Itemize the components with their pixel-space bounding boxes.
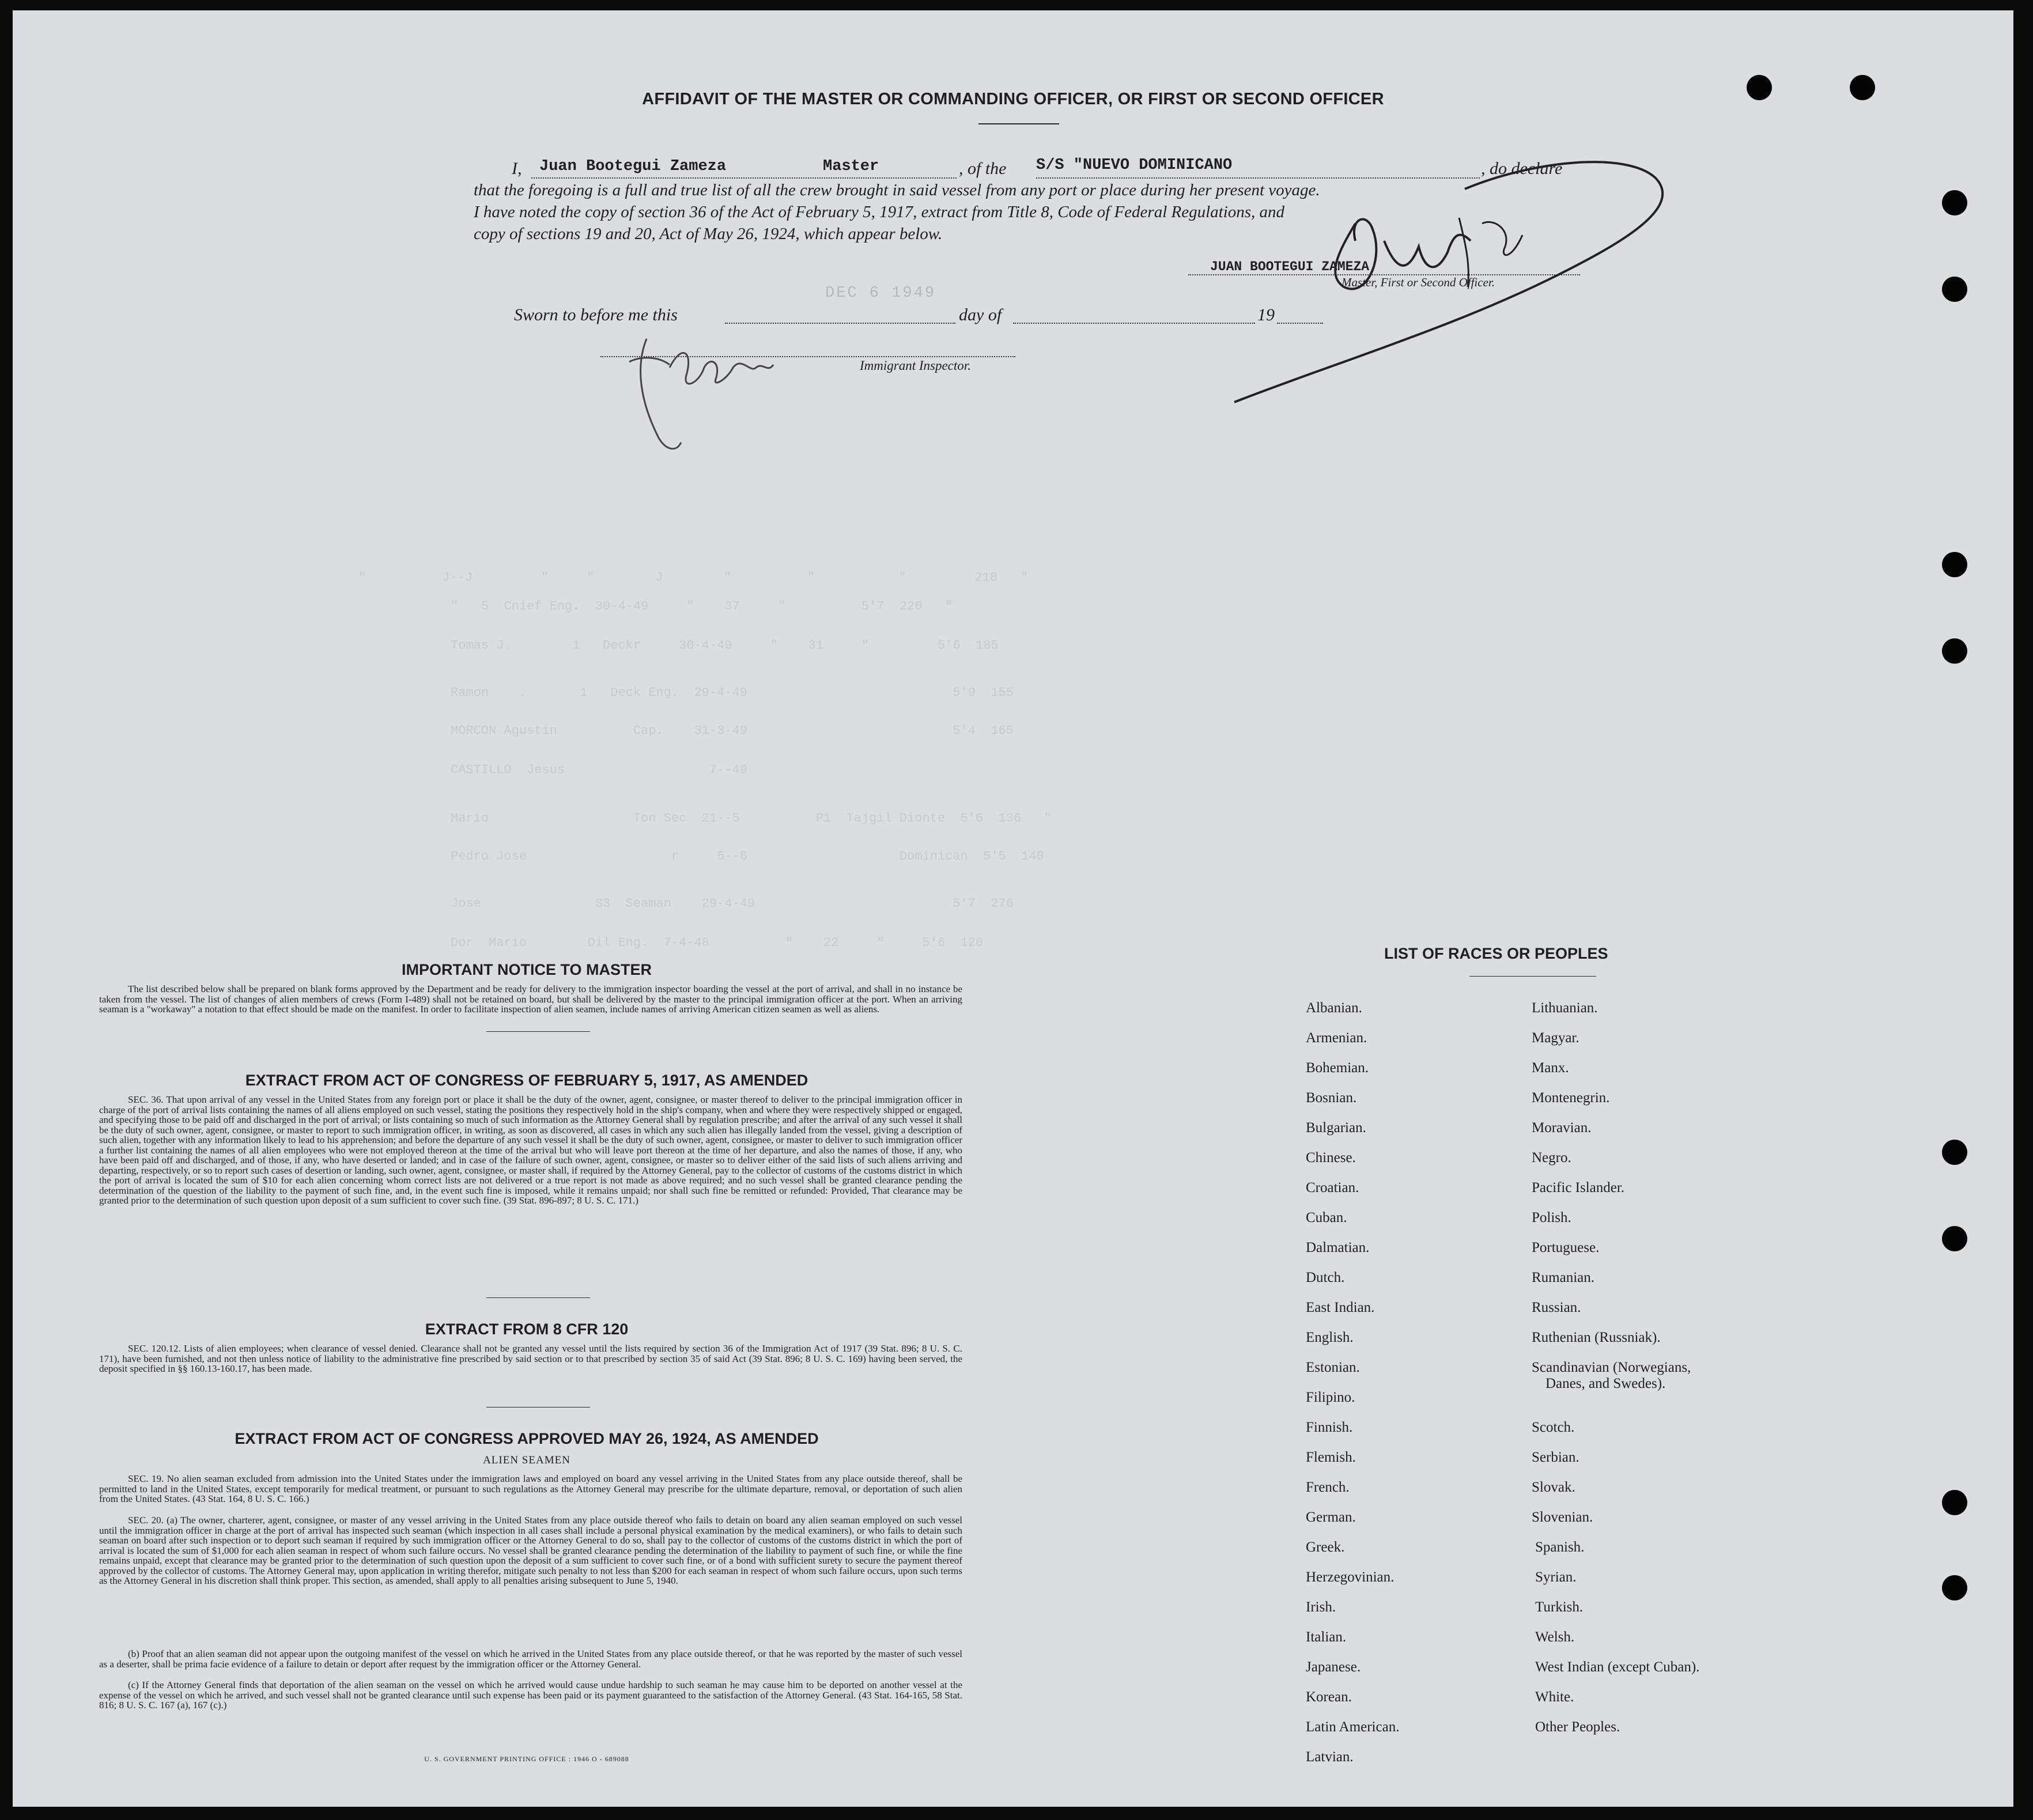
race-item: Other Peoples. — [1535, 1719, 1620, 1735]
notice-body: The list described below shall be prepared on blank forms approved by the Department and be ready for delivery to the immigration inspector boarding the vessel at the port of arrival, and shall in no instance be taken from the vessel. The list of changes of alien members of crews (Form I-489) shall not be retained on board, but shall be delivered by the master to the principal immigration officer at the port. When an arriving seaman is a "workaway" a notation to that effect should be made on the manifest. In order to facilitate inspection of alien seamen, include names of arriving American citizen seamen as well as aliens. — [99, 983, 962, 1015]
race-item: Herzegovinian. — [1306, 1569, 1395, 1585]
punch-hole-8 — [1942, 1226, 1967, 1251]
race-item: Filipino. — [1306, 1390, 1355, 1405]
punch-hole-10 — [1942, 1575, 1967, 1600]
race-item: Dutch. — [1306, 1270, 1345, 1285]
affidavit-title: AFFIDAVIT OF THE MASTER OR COMMANDING OFFICER, OR FIRST OR SECOND OFFICER — [642, 90, 1384, 108]
inspector-handwritten-signature — [612, 333, 796, 460]
race-item: Portuguese. — [1532, 1240, 1600, 1255]
race-item: Croatian. — [1306, 1180, 1359, 1195]
race-item: Danes, and Swedes). — [1545, 1376, 1666, 1391]
extract-1924-sec19: SEC. 19. No alien seaman excluded from admission into the United States under the immigration laws and employed on board any vessel arriving in the United States from any place outside thereof, shall be permitted to land in the United States, except temporarily for medical treatment, or pursuant to such regulations as the Attorney General may prescribe for the ultimate departure, removal, or deportation of such alien from the United States. (43 Stat. 164, 8 U. S. C. 166.) — [99, 1473, 962, 1504]
race-item: Russian. — [1532, 1300, 1581, 1315]
race-item: Korean. — [1306, 1689, 1352, 1705]
inspector-caption: Immigrant Inspector. — [860, 358, 971, 373]
vessel-name: S/S "NUEVO DOMINICANO — [1036, 157, 1233, 174]
master-signature-caption: Master, First or Second Officer. — [1342, 275, 1495, 289]
race-item: Latin American. — [1306, 1719, 1400, 1735]
race-item: West Indian (except Cuban). — [1535, 1659, 1700, 1675]
race-item: Moravian. — [1532, 1120, 1592, 1136]
divider-2 — [486, 1297, 590, 1298]
extract-1924-title: EXTRACT FROM ACT OF CONGRESS APPROVED MAY 26, 1924, AS AMENDED — [235, 1430, 819, 1447]
race-item: Bohemian. — [1306, 1060, 1369, 1076]
race-item: Bosnian. — [1306, 1090, 1357, 1106]
day-of-label: day of — [959, 305, 1002, 324]
extract-cfr-body: SEC. 120.12. Lists of alien employees; when clearance of vessel denied. Clearance shall not be granted any vessel until the lists required by section 36 of the Immigration Act of 1917 (39 Stat. 896; 8 U. S. C. 171), have been furnished, and not then unless notice of liability to the administrative fine prescribed by said section or to that prescribed by section 35 of said Act (39 Stat. 896; 8 U. S. C. 169) having been served, the deposit specified in §§ 160.13-160.17, has been made. — [99, 1343, 962, 1374]
race-item: Spanish. — [1535, 1539, 1585, 1555]
notice-title: IMPORTANT NOTICE TO MASTER — [402, 961, 652, 978]
master-handwritten-signature — [1211, 154, 1701, 408]
extract-1917-body: SEC. 36. That upon arrival of any vessel in the United States from any foreign port or place it shall be the duty of the owner, agent, consignee, or master thereof to deliver to the principal immigration officer in charge of the port of arrival lists containing the names of all aliens employed on such vessel, stating the positions they respectively hold in the ship's company, when and where they were respectively shipped or engaged, and specifying those to be paid off and discharged in the port of arrival; or lists containing so much of such information as the Attorney General shall by regulation prescribe; and after the arrival of any such vessel it shall be the duty of such owner, agent, consignee, or master to report to such immigration officer, in writing, as soon as discovered, all cases in which any such alien has illegally landed from the vessel, giving a description of such alien, together with any information likely to lead to his apprehension; and before the departure of any such vessel it shall be the duty of such owner, agent, consignee, or master to deliver to such immigration officer a further list containing the names of all alien employees who were not employed thereon at the time of the arrival but who will leave port thereon at the time of her departure, and also the names of those, if any, who have been paid off and discharged, and of those, if any, who have deserted or landed; and in case of the failure of such owner, agent, consignee, or master so to deliver either of the said lists of such aliens arriving and departing, respectively, or so to report such cases of desertion or landing, such owner, agent, consignee, or master shall, if required by the Attorney General, pay to the collector of customs of the customs district in which the port of arrival is located the sum of $10 for each alien concerning whom correct lists are not delivered or a true report is not made as above required; and no such vessel shall be granted clearance pending the determination of the question of the liability to the payment of such fine, and, in the event such fine is imposed, while it remains unpaid; nor shall such fine be remitted or refunded: Provided, That clearance may be granted prior to the determination of such question upon deposit of a sum sufficient to cover such fine. (39 Stat. 896-897; 8 U. S. C. 171.) — [99, 1094, 962, 1206]
document-page: " J--J " " J " " " 218 " " 5 Cnief Eng. 30-4-49 " 37 " 5'7 220 " Tomas J. 1 Deckr 30-4-49 " 31 " 5'6 185 Ramon . 1 Deck Eng. 29-4-49 5'9 155 MORCON Agustin Cap. 31-3-49 5'4 165 CASTILLO Jesus 7--49 Mario Ton Sec 21--5 P1 Tajgil Dionte 5'6 136 " Pedro Jose r 5--6 Dominican 5'5 140 Jose S3 Seaman 29-4-49 5'7 276 Dor Mario Oil Eng. 7-4-48 " 22 " 5'6 120 AFFIDAVIT OF THE MASTER OR COMMANDING OFFICER, OR FIRST OR SECOND OFFICER I, Juan Bootegui Zameza Master , of the S/S "NUEVO DOMINICANO , do declare that the foregoing is a full and true list of all the crew brought in said vessel from any port or place during her present voyage. I have noted the copy of section 36 of the Act of February 5, 1917, extract from Title 8, Code of Federal Regulations, and copy of sections 19 and 20, Act of May 26, 1924, which appear below. JUAN BOOTEGUI ZAMEZA Master, First or Second Officer. Sworn to before me this DEC 6 1949 day of 19 Immigrant Inspector. IMPORTANT NOTICE TO MASTER The list described below shall be prepared on blank forms approved by the Department and be ready for delivery to the immigration inspector boarding the vessel at the port of arrival, and shall in no instance be taken from the vessel. The list of changes of alien members of crews (Form I-489) shall not be retained on board, but shall be delivered by the master to the principal immigration officer at the port. When an arriving seaman is a "workaway" a notation to that effect should be made on the manifest. In order to facilitate inspection of alien seamen, include names of arriving American citizen seamen as well as aliens. EXTRACT FROM ACT OF CONGRESS OF FEBRUARY 5, 1917, AS AMENDED SEC. 36. That upon arrival of any vessel in the United States from any foreign port or place it shall be the duty of the owner, agent, consignee, or master thereof to deliver to the principal immigration officer in charge of the port of arrival lists containing the names of all aliens employed on such vessel, stating the positions they respectively hold in the ship's company, when and where they were respectively shipped or engaged, and specifying those to be paid off and discharged in the port of arrival; or lists containing so much of such information as the Attorney General shall by regulation prescribe; and after the arrival of any such vessel it shall be the duty of such owner, agent, consignee, or master to report to such immigration officer, in writing, as soon as discovered, all cases in which any such alien has illegally landed from the vessel, giving a description of such alien, together with any information likely to lead to his apprehension; and before the departure of any such vessel it shall be the duty of such owner, agent, consignee, or master to deliver to such immigration officer a further list containing the names of all alien employees who were not employed thereon at the time of the arrival but who will leave port thereon at the time of her departure, and also the names of those, if any, who have been paid off and discharged, and of those, if any, who have deserted or landed; and in case of the failure of such owner, agent, consignee, or master so to deliver either of the said lists of such aliens arriving and departing, respectively, or so to report such cases of desertion or landing, such owner, agent, consignee, or master shall, if required by the Attorney General, pay to the collector of customs of the customs district in which the port of arrival is located the sum of $10 for each alien concerning whom correct lists are not delivered or a true report is not made as above required; and no such vessel shall be granted clearance pending the determination of the question of the liability to the payment of such fine, and, in the event such fine is imposed, while it remains unpaid; nor shall such fine be remitted or refunded: Provided, That clearance may be granted prior to the determination of such question upon deposit of a sum sufficient to cover such fine. (39 Stat. 896-897; 8 U. S. C. 171.) EXTRACT FROM 8 CFR 120 SEC. 120.12. Lists of alien employees; when clearance of vessel denied. Clearance shall not be granted any vessel until the lists required by section 36 of the Immigration Act of 1917 (39 Stat. 896; 8 U. S. C. 171), have been furnished, and not then unless notice of liability to the administrative fine prescribed by said section or to that prescribed by section 35 of said Act (39 Stat. 896; 8 U. S. C. 169) having been served, the deposit specified in §§ 160.13-160.17, has been made. EXTRACT FROM ACT OF CONGRESS APPROVED MAY 26, 1924, AS AMENDED ALIEN SEAMEN SEC. 19. No alien seaman excluded from admission into the United States under the immigration laws and employed on board any vessel arriving in the United States from any place outside thereof, shall be permitted to land in the United States, except temporarily for medical treatment, or pursuant to such regulations as the Attorney General may prescribe for the ultimate departure, removal, or deportation of such alien from the United States. (43 Stat. 164, 8 U. S. C. 166.) SEC. 20. (a) The owner, charterer, agent, consignee, or master of any vessel arriving in the United States from any place outside thereof who fails to detain on board any alien seaman employed on such vessel until the immigration officer in charge at the port of arrival has inspected such seaman (which inspection in all cases shall include a personal physical examination by the medical examiners), or who fails to detain such seaman on board after such inspection or to deport such seaman if required by such immigration officer or the Attorney General to do so, shall pay to the collector of customs of the customs district in which the port of arrival is located the sum of $1,000 for each alien seaman in respect of whom such failure occurs. No vessel shall be granted clearance pending the determination of the liability to payment of such fine, or while the fine remains unpaid, except that clearance may be granted prior to the determination of such question upon the deposit of a sum sufficient to cover such fine, or of a bond with sufficient surety to secure the payment thereof approved by the collector of customs. The Attorney General may, upon application in writing therefor, mitigate such penalty to not less than $200 for each seaman in respect of whom such failure occurs, upon such terms as the Attorney General in his discretion shall think proper. This section, as amended, shall apply to all penalties arising subsequent to June 5, 1940. (b) Proof that an alien seaman did not appear upon the outgoing manifest of the vessel on which he arrived in the United States from any place outside thereof, or that he was reported by the master of such vessel as a deserter, shall be prima facie evidence of a failure to detain or deport after request by the immigration officer or the Attorney General. (c) If the Attorney General finds that deportation of the alien seaman on the vessel on which he arrived would cause undue hardship to such seaman he may cause him to be deported on another vessel at the expense of the vessel on which he arrived, and such vessel shall not be granted clearance until such expense has been paid or its payment guaranteed to the satisfaction of the Attorney General. (43 Stat. 164-165, 58 Stat. 816; 8 U. S. C. 167 (a), 167 (c).) U. S. GOVERNMENT PRINTING OFFICE : 1946 O - 689088 LIST OF RACES OR PEOPLES Albanian. Armenian. Bohemian. Bosnian. Bulgarian. Chinese. Croatian. Cuban. Dalmatian. Dutch. East Indian. English. Estonian. Filipino. Finnish. Flemish. French. German. Greek. Herzegovinian. Irish. Italian. Japanese. Korean. Latin American. Latvian. Lithuanian. Magyar. Manx. Montenegrin. Moravian. Negro. Pacific Islander. Polish. Portuguese. Rumanian. Russian. Ruthenian (Russniak). Scandinavian (Norwegians, Danes, and Swedes). Scotch. Serbian. Slovak. Slovenian. Spanish. Syrian. Turkish. Welsh. West Indian (except Cuban). White. Other Peoples. — [13, 10, 2013, 1807]
race-item: Syrian. — [1535, 1569, 1577, 1585]
race-item: Polish. — [1532, 1210, 1571, 1225]
sworn-day-line — [725, 323, 955, 324]
race-item: Manx. — [1532, 1060, 1569, 1076]
race-item: German. — [1306, 1509, 1356, 1525]
affidavit-line-2: that the foregoing is a full and true list of all the crew brought in said vessel from any port or place during her present voyage. — [474, 181, 1320, 199]
race-item: Armenian. — [1306, 1030, 1367, 1046]
of-the-label: , of the — [959, 159, 1007, 178]
master-rank: Master — [823, 158, 879, 175]
race-item: French. — [1306, 1480, 1350, 1495]
master-name-line — [531, 177, 957, 179]
race-item: East Indian. — [1306, 1300, 1375, 1315]
race-item: Welsh. — [1535, 1629, 1575, 1645]
race-item: Turkish. — [1535, 1599, 1584, 1615]
race-item: Latvian. — [1306, 1749, 1354, 1765]
punch-hole-5 — [1942, 552, 1967, 577]
affidavit-title-rule — [978, 123, 1059, 124]
race-item: Serbian. — [1532, 1450, 1579, 1465]
race-item: English. — [1306, 1330, 1354, 1345]
race-item: Flemish. — [1306, 1450, 1356, 1465]
race-item: Bulgarian. — [1306, 1120, 1366, 1136]
race-item: Negro. — [1532, 1150, 1571, 1166]
extract-1924-sec20b: (b) Proof that an alien seaman did not appear upon the outgoing manifest of the vessel on which he arrived in the United States from any place outside thereof, or that he was reported by the master of such vessel as a deserter, shall be prima facie evidence of a failure to detain or deport after request by the immigration officer or the Attorney General. — [99, 1648, 962, 1670]
race-item: Scotch. — [1532, 1420, 1575, 1435]
extract-cfr-title: EXTRACT FROM 8 CFR 120 — [425, 1320, 629, 1338]
races-title-rule — [1469, 976, 1596, 977]
race-item: Greek. — [1306, 1539, 1345, 1555]
race-item: Finnish. — [1306, 1420, 1353, 1435]
extract-1924-sec20c: (c) If the Attorney General finds that deportation of the alien seaman on the vessel on which he arrived would cause undue hardship to such seaman he may cause him to be deported on another vessel at the expense of the vessel on which he arrived, and such vessel shall not be granted clearance until such expense has been paid or its payment guaranteed to the satisfaction of the Attorney General. (43 Stat. 164-165, 58 Stat. 816; 8 U. S. C. 167 (a), 167 (c).) — [99, 1679, 962, 1711]
race-item: Lithuanian. — [1532, 1000, 1598, 1016]
stamp-date: DEC 6 1949 — [825, 285, 936, 302]
race-item: Irish. — [1306, 1599, 1336, 1615]
race-item: Italian. — [1306, 1629, 1347, 1645]
punch-hole-7 — [1942, 1140, 1967, 1165]
affidavit-i-label: I, — [512, 159, 522, 178]
race-item: White. — [1535, 1689, 1574, 1705]
master-name: Juan Bootegui Zameza — [539, 158, 727, 175]
punch-hole-3 — [1942, 190, 1967, 215]
printing-office-footer: U. S. GOVERNMENT PRINTING OFFICE : 1946 O - 689088 — [424, 1755, 629, 1763]
race-item: Ruthenian (Russniak). — [1532, 1330, 1661, 1345]
race-item: Slovenian. — [1532, 1509, 1593, 1525]
race-item: Cuban. — [1306, 1210, 1347, 1225]
races-title: LIST OF RACES OR PEOPLES — [1384, 945, 1608, 962]
punch-hole-4 — [1942, 277, 1967, 302]
race-item: Chinese. — [1306, 1150, 1356, 1166]
race-item: Japanese. — [1306, 1659, 1361, 1675]
extract-1924-sec20a: SEC. 20. (a) The owner, charterer, agent, consignee, or master of any vessel arriving in the United States from any place outside thereof who fails to detain on board any alien seaman employed on such vessel until the immigration officer in charge at the port of arrival has inspected such seaman (which inspection in all cases shall include a personal physical examination by the medical examiners), or who fails to detain such seaman on board after such inspection or to deport such seaman if required by such immigration officer or the Attorney General to do so, shall pay to the collector of customs of the customs district in which the port of arrival is located the sum of $1,000 for each alien seaman in respect of whom such failure occurs. No vessel shall be granted clearance pending the determination of the liability to payment of such fine, or while the fine remains unpaid, except that clearance may be granted prior to the determination of such question upon the deposit of a sum sufficient to cover such fine, or of a bond with sufficient surety to secure the payment thereof approved by the collector of customs. The Attorney General may, upon application in writing therefor, mitigate such penalty to not less than $200 for each seaman in respect of whom such failure occurs, upon such terms as the Attorney General in his discretion shall think proper. This section, as amended, shall apply to all penalties arising subsequent to June 5, 1940. — [99, 1515, 962, 1586]
race-item: Slovak. — [1532, 1480, 1575, 1495]
race-item: Dalmatian. — [1306, 1240, 1370, 1255]
affidavit-line-3: I have noted the copy of section 36 of the Act of February 5, 1917, extract from Title 8, Code of Federal Regulations, and — [474, 203, 1285, 221]
race-item: Magyar. — [1532, 1030, 1579, 1046]
year-prefix: 19 — [1257, 305, 1275, 324]
sworn-label: Sworn to before me this — [514, 305, 678, 324]
affidavit-line-4: copy of sections 19 and 20, Act of May 26, 1924, which appear below. — [474, 225, 943, 243]
extract-1917-title: EXTRACT FROM ACT OF CONGRESS OF FEBRUARY 5, 1917, AS AMENDED — [245, 1072, 808, 1089]
race-item: Montenegrin. — [1532, 1090, 1610, 1106]
race-item: Rumanian. — [1532, 1270, 1595, 1285]
do-declare-label: , do declare — [1481, 159, 1563, 178]
divider-1 — [486, 1031, 590, 1032]
punch-hole-9 — [1942, 1490, 1967, 1515]
extract-1924-subtitle: ALIEN SEAMEN — [483, 1454, 570, 1466]
punch-hole-6 — [1942, 638, 1967, 664]
race-item: Scandinavian (Norwegians, — [1532, 1360, 1691, 1375]
typed-master-signature: JUAN BOOTEGUI ZAMEZA — [1210, 259, 1370, 274]
race-item: Pacific Islander. — [1532, 1180, 1625, 1195]
race-item: Estonian. — [1306, 1360, 1360, 1375]
race-item: Albanian. — [1306, 1000, 1362, 1016]
